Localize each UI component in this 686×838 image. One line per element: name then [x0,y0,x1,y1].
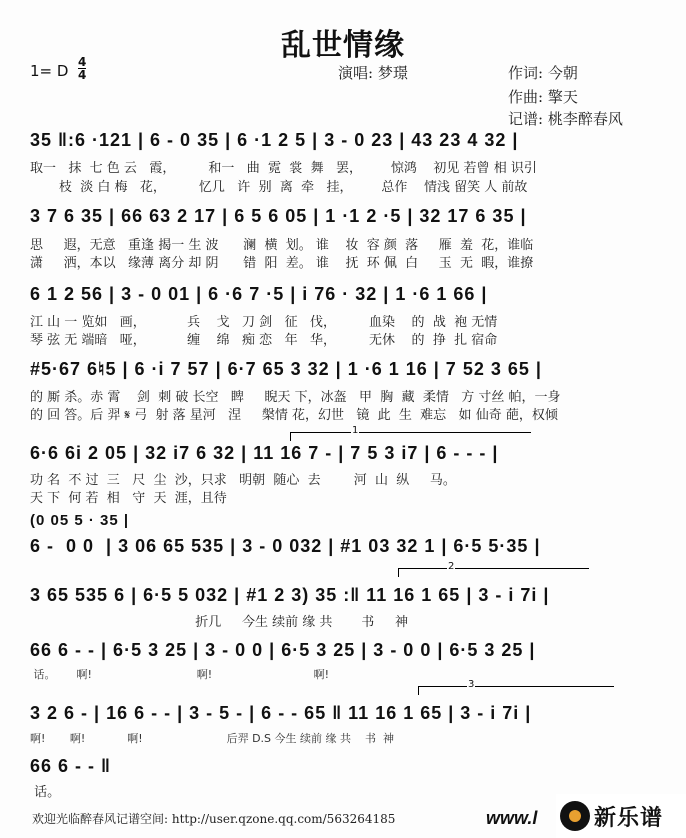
score-line-1-lyrics-verse2: 枝 淡 白 梅 花， 忆几 许 别 离 牵 挂， 总作 情浅 留笑 人 前故 [30,180,528,195]
score-line-5-lyrics-verse2: 天 下 何 若 相 守 天 涯，且待 [30,491,227,506]
volta-1-bracket [290,425,531,441]
volta-2-bracket [398,561,589,577]
composer: 作曲: 擎天 [508,88,578,106]
score-line-1-lyrics-verse1: 取一 抹 七 色 云 霞， 和一 曲 霓 裳 舞 罢， 惊鸿 初见 若曾 相 识引 [30,161,537,176]
score-line-8-lyrics: 话。 啊! 啊! 啊! [30,668,330,681]
time-signature [78,56,86,81]
time-signature-top: 4 [78,55,87,69]
volta-1-label: 1 [352,425,359,436]
score-line-5-lyrics-verse1: 功 名 不 过 三 尺 尘 沙，只求 明朝 随心 去 河 山 纵 马。 [30,473,456,488]
song-title: 乱世情缘 [281,28,405,63]
watermark-www: www.l [486,808,538,828]
footer-credit-link[interactable]: 欢迎光临醉春风记谱空间: http://user.qzone.qq.com/563264185 [32,812,396,826]
key-signature: 1= D [30,62,69,80]
score-line-6-intro-notes: (0 05 5 · 35 | [30,512,130,529]
volta-3-label: 3 [468,679,475,690]
site-logo[interactable] [556,794,686,838]
lyricist: 作词: 今朝 [508,64,578,82]
score-line-7-lyrics: 折几 今生 续前 缘 共 书 神 [30,615,408,630]
score-line-10-notes: 66 6 - - ‖ [30,756,111,776]
transcriber: 记谱: 桃李醉春风 [508,110,623,128]
score-line-1-notes: 35 ‖:6 ·121 | 6 - 0 35 | 6 ·1 2 5 | 3 - 0 23 | 43 23 4 32 | [30,130,519,150]
time-signature-bottom: 4 [78,68,87,82]
score-line-9-notes: 3 2 6 - | 16 6 - - | 3 - 5 - | 6 - - 65 ‖ 11 16 1 65 | 3 - i 7i | [30,703,532,723]
score-line-8-notes: 66 6 - - | 6·5 3 25 | 3 - 0 0 | 6·5 3 25 | 3 - 0 0 | 6·5 3 25 | [30,640,536,660]
volta-3-bracket [418,679,614,695]
score-line-2-lyrics-verse1: 思 遐，无意 重逢 揭一 生 波 澜 横 划。 谁 妆 容 颜 落 雁 羞 花，谁临 [30,238,534,253]
score-line-4-notes: #5·67 6♮5 | 6 ·i 7 57 | 6·7 65 3 32 | 1 ·6 1 16 | 7 52 3 65 | [30,359,542,379]
logo-text: 新乐谱 [594,805,664,831]
volta-2-label: 2 [448,561,455,572]
score-line-7-notes: 3 65 535 6 | 6·5 5 032 | #1 2 3) 35 :‖ 11 16 1 65 | 3 - i 7i | [30,585,550,605]
score-line-4-lyrics-verse2: 的 回 答。后 羿 𝄋 弓 射 落 星河 涅 槃情 花，幻世 镜 此 生 难忘 如 仙奇 葩，权倾 [30,408,558,423]
score-line-2-lyrics-verse2: 潇 洒，本以 缘薄 离分 却 阴 错 阳 差。 谁 抚 环 佩 白 玉 无 暇，谁撩 [30,256,534,271]
score-line-10-lyrics: 话。 [30,785,61,800]
score-line-6-notes: 6 - 0 0 | 3 06 65 535 | 3 - 0 032 | #1 03 32 1 | 6·5 5·35 | [30,536,541,556]
vinyl-disc-icon [560,801,590,831]
score-line-4-lyrics-verse1: 的 厮 杀。赤 霄 剑 刺 破 长空 睥 睨天 下，冰盔 甲 胸 藏 柔情 方 寸丝 帕，一身 [30,390,561,405]
score-line-3-lyrics-verse2: 琴 弦 无 端暗 哑， 缠 绵 痴 恋 年 华， 无休 的 挣 扎 宿命 [30,333,498,348]
score-line-3-notes: 6 1 2 56 | 3 - 0 01 | 6 ·6 7 ·5 | i 76 · 32 | 1 ·6 1 66 | [30,284,488,304]
score-line-3-lyrics-verse1: 江 山 一 览如 画， 兵 戈 刀 剑 征 伐， 血染 的 战 袍 无情 [30,315,498,330]
singer: 演唱: 梦璟 [338,64,408,82]
score-line-9-lyrics: 啊! 啊! 啊! 后羿 D.S 今生 续前 缘 共 书 神 [30,732,394,745]
score-line-2-notes: 3 7 6 35 | 66 63 2 17 | 6 5 6 05 | 1 ·1 2 ·5 | 32 17 6 35 | [30,206,527,226]
score-line-5-notes: 6·6 6i 2 05 | 32 i7 6 32 | 11 16 7 - | 7 5 3 i7 | 6 - - - | [30,443,499,463]
